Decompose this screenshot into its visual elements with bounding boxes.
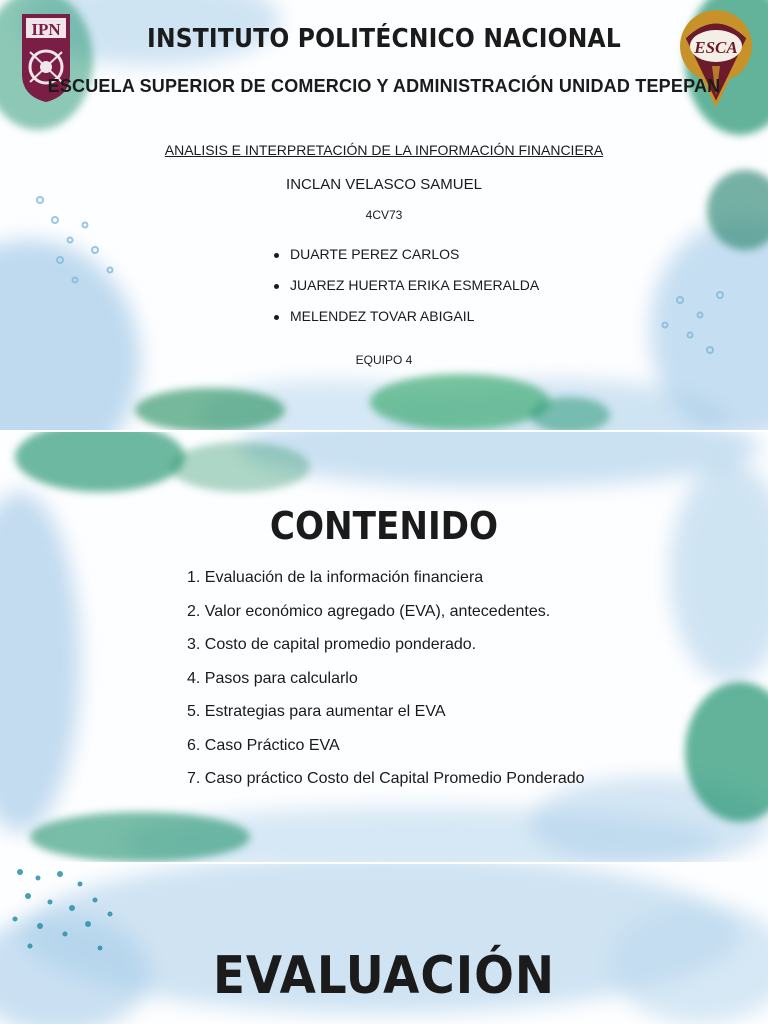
contents-item: 1. Evaluación de la información financiera bbox=[187, 569, 484, 586]
svg-text:IPN: IPN bbox=[31, 20, 61, 39]
school-name: ESCUELA SUPERIOR DE COMERCIO Y ADMINISTRACIÓN UNIDAD TEPEPAN bbox=[47, 76, 721, 96]
contents-heading: CONTENIDO bbox=[269, 504, 499, 548]
contents-item: 5. Estrategias para aumentar el EVA bbox=[187, 703, 446, 720]
member-item bbox=[270, 246, 539, 277]
contents-item: 7. Caso práctico Costo del Capital Promedio Ponderado bbox=[187, 770, 585, 787]
team-members-list bbox=[270, 246, 539, 339]
contents-item: 3. Costo de capital promedio ponderado. bbox=[187, 636, 477, 653]
subject-title bbox=[0, 142, 768, 158]
member-name: JUAREZ HUERTA ERIKA ESMERALDA bbox=[290, 277, 540, 293]
member-name: MELENDEZ TOVAR ABIGAIL bbox=[290, 308, 475, 324]
evaluation-heading: EVALUACIÓN bbox=[212, 946, 556, 1006]
member-item bbox=[270, 277, 539, 308]
evaluation-slide bbox=[0, 864, 768, 1024]
title-slide bbox=[0, 0, 768, 430]
bullet-icon bbox=[274, 315, 279, 320]
team-label: EQUIPO 4 bbox=[355, 353, 413, 367]
group-code: 4CV73 bbox=[365, 208, 403, 222]
subject-text: ANALISIS E INTERPRETACIÓN DE LA INFORMACIÓN FINANCIERA bbox=[164, 142, 604, 158]
member-name: DUARTE PEREZ CARLOS bbox=[290, 246, 460, 262]
bullet-icon bbox=[274, 284, 279, 289]
contents-item: 4. Pasos para calcularlo bbox=[187, 669, 358, 687]
contents-item: 6. Caso Práctico EVA bbox=[187, 736, 340, 754]
svg-text:ESCA: ESCA bbox=[694, 38, 738, 57]
contents-slide bbox=[0, 432, 768, 862]
institution-title: INSTITUTO POLITÉCNICO NACIONAL bbox=[147, 24, 621, 54]
professor-name: INCLAN VELASCO SAMUEL bbox=[286, 176, 482, 193]
bullet-icon bbox=[274, 253, 279, 258]
member-item bbox=[270, 308, 539, 339]
contents-list bbox=[187, 569, 585, 804]
contents-item: 2. Valor económico agregado (EVA), antecedentes. bbox=[187, 602, 551, 620]
